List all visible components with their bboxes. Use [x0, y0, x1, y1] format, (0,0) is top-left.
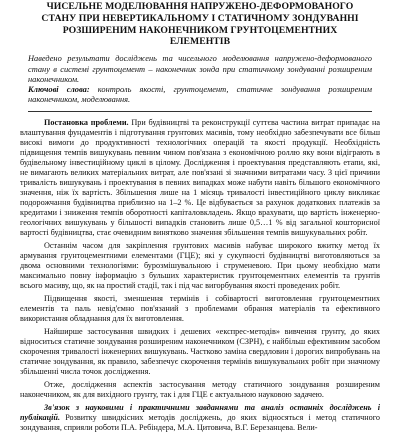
paragraph-text: Найширше застосування швидких і дешевих «експрес-методів» вивчення грунту, до яких відноситься статичне зондування розширеним наконечником (СЗРН), є найбільш ефективним засобом скорочення тривалості інженерних вишукувань. Частково заміна свердловин і дорогих випробувань на статичне зондування, як правило, забезпечує скорочення термінів вишукувальних робіт при значному збільшенні числа точок дослідження.	[20, 326, 380, 376]
paper-title	[20, 1, 380, 48]
abstract-block	[28, 54, 372, 111]
paragraph	[20, 294, 380, 324]
title-line: ЕЛЕМЕНТІВ	[169, 36, 231, 48]
title-line: СТАНУ ПРИ НЕВЕРТИКАЛЬНОМУ І СТАТИЧНОМУ ЗОНДУВАННІ	[41, 12, 359, 24]
article-body	[20, 118, 380, 433]
section-heading: Постановка проблеми.	[44, 117, 129, 127]
section-heading: Зв'язок з науковими і практичними завданнями та аналіз останніх досліджень і публікацій.	[20, 402, 380, 422]
paragraph-text: При будівництві та реконструкції суттєва частина витрат припадає на влаштування фундаментів і підготування грунтових масивів, тому необхідно забезпечувати все більш високі вимоги до продуктивності технологічних операцій та якості продукції. Необхідність підвищення темпів вишукувань певним чином пов'язана з економічною роллю яку вони відіграють в будівельному інвестиційному циклі в цілому. Дослідження і проектування представляють етапи, які, не вимагають великих матеріальних витрат, але пов'язані зі значними витратами часу. З цієї причини тривалість вишукувань і проектування в певних випадках може набути навіть більшого економічного значення, ніж їх вартість. Збільшення лише на 1 місяць тривалості інвестиційного циклу викликає подорожчання будівництва приблизно на 1–2 %. Це відбувається за рахунок додаткових платежів за кредитами і зниження темпів оборотності капіталовкладень. Якщо врахувати, що вартість інженерно-геологічних вишукувань у більшості випадків становить лише 0,5…1 % від загальної кошторисної вартості будівництва, стає очевидним винятково значення збільшення темпів вишукувальних робіт.	[20, 117, 380, 237]
title-line: РОЗШИРЕНИМ НАКОНЕЧНИКОМ ГРУНТОЦЕМЕНТНИХ	[62, 24, 338, 36]
paragraph	[20, 380, 380, 400]
paragraph	[20, 403, 380, 433]
abstract-text: Наведено результати досліджень та чисельного моделювання напружено-деформованого стану в системі грунтоцемент – наконечник зонда при статичному зондуванні розширеним наконечником.	[28, 54, 372, 84]
paragraph-text: Підвищення якості, зменшення термінів і собівартості виготовлення грунтоцементних елементів та паль невід'ємно пов'язаний з проблемами обрання матеріалів та ефективного використання обладнання для їх виготовлення.	[20, 293, 380, 323]
keywords-text: контроль якості, грунтоцемент, статичне зондування розширеним наконечником, моделювання.	[28, 85, 372, 105]
paragraph	[20, 327, 380, 377]
paragraph-text: Розвитку швидкісних методів досліджень, до яких відносяться і метод статичного зондування, сприяли роботи П.А. Ребіндера, М.А. Цитовича, В.Г. Березанцева. Вели-	[20, 412, 380, 432]
title-line: ЧИСЕЛЬНЕ МОДЕЛЮВАННЯ НАПРУЖЕНО-ДЕФОРМОВАНОГО	[46, 1, 354, 12]
paragraph-text: Отже, дослідження аспектів застосування методу статичного зондування розширеним наконечником, як для вихідного грунту, так і для ГЦЕ є актуальною науковою задачею.	[20, 379, 380, 399]
paragraph-text: Останнім часом для закріплення грунтових масивів набуває широкого вжитку метод їх армування грунтоцементними елементами (ГЦЕ); які у сукупності будівництві виготовляються за двома основними технологіями: бурозмішувальною і струменевою. При цьому необхідно мати максимально повну інформацію з бульших характеристик грунтоцементних елементів та грунтів всього масиву, що, як на простий стадії, так і під час вигорбування якості проведених робіт.	[20, 240, 380, 290]
paragraph	[20, 118, 380, 238]
keywords-label: Ключові слова:	[28, 85, 90, 95]
paragraph	[20, 241, 380, 291]
